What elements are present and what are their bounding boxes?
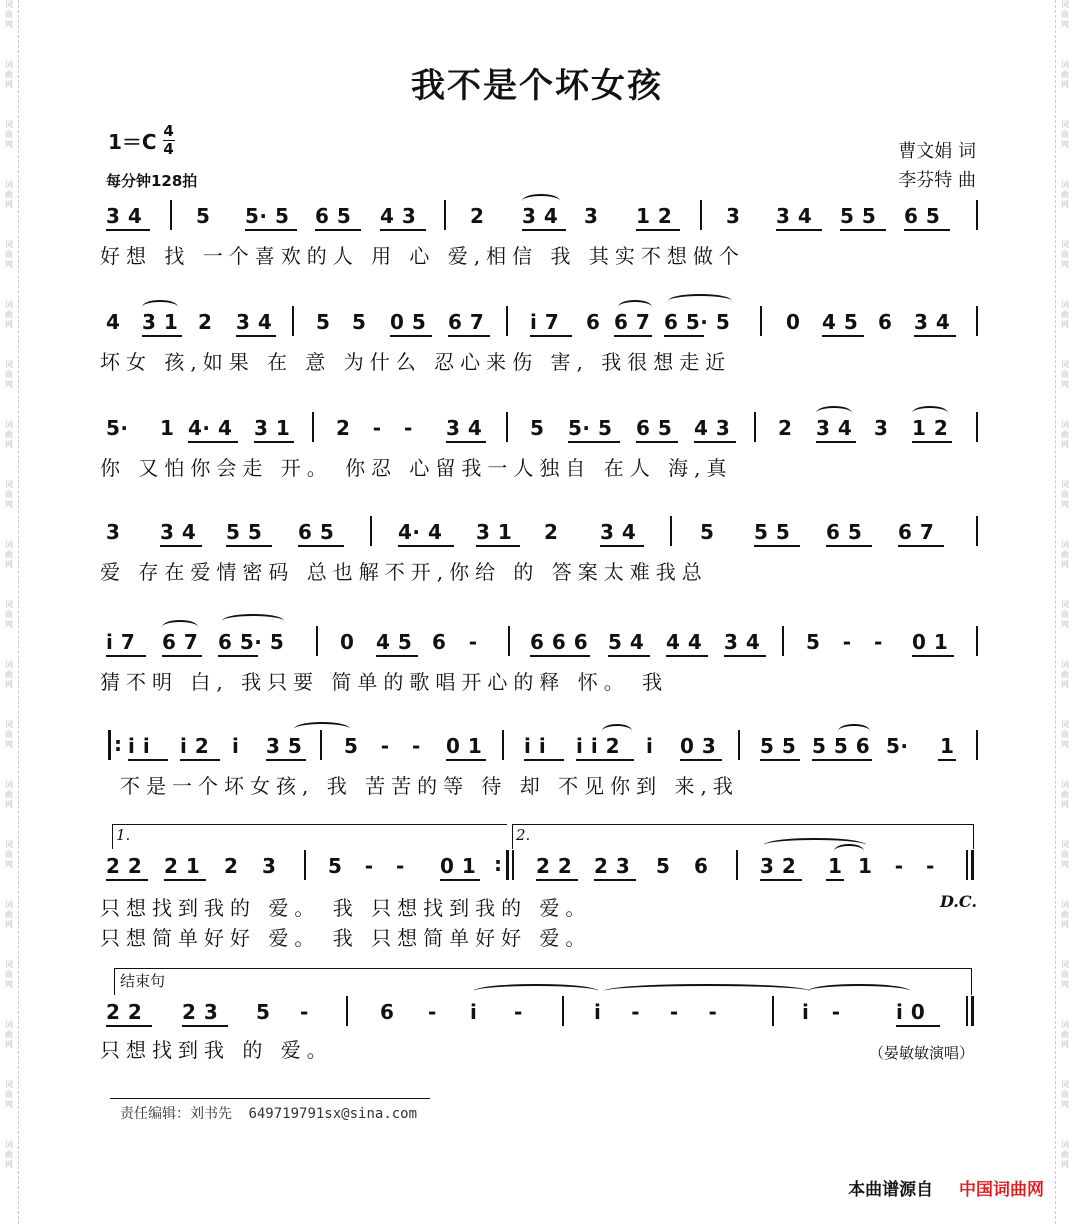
song-title: 我不是个坏女孩: [411, 66, 663, 106]
lyric-line: 只想找到我 的 爱。: [100, 1038, 333, 1062]
lyric-line: 坏女 孩,如果 在 意 为什么 忍心来伤 害, 我很想走近: [100, 350, 732, 374]
lyric-line: 猜不明 白, 我只要 简单的歌唱开心的释 怀。 我: [100, 670, 669, 694]
volta-first-label: 1.: [116, 826, 131, 844]
left-watermark-strip: [0, 0, 19, 1224]
tempo-marking: 每分钟128拍: [106, 172, 198, 190]
watermark-text: 词 曲 网: [5, 840, 13, 869]
watermark-text: 词 曲 网: [5, 0, 13, 29]
watermark-text: 词 曲 网: [5, 1020, 13, 1049]
source-site-link[interactable]: 中国词曲网: [959, 1180, 1044, 1200]
watermark-text: 词 曲 网: [5, 60, 13, 89]
watermark-text: 词 曲 网: [1061, 120, 1069, 149]
source-prefix: 本曲谱源自: [848, 1180, 934, 1200]
watermark-text: 词 曲 网: [5, 540, 13, 569]
watermark-text: 词 曲 网: [5, 600, 13, 629]
watermark-text: 词 曲 网: [1061, 660, 1069, 689]
right-watermark-strip: [1055, 0, 1074, 1224]
lyric-line: 好想 找 一个喜欢的人 用 心 爱,相信 我 其实不想做个: [100, 244, 745, 268]
watermark-text: 词 曲 网: [1061, 180, 1069, 209]
ending-label: 结束句: [120, 972, 166, 990]
dc-marking: D.C.: [940, 892, 977, 911]
editor-label: 责任编辑：刘书先: [120, 1106, 232, 1122]
watermark-text: 词 曲 网: [5, 180, 13, 209]
time-top: 4: [163, 122, 174, 140]
editor-email: 649719791sx@sina.com: [248, 1106, 418, 1122]
volta-second-bracket: [512, 824, 974, 849]
lyric-line-1: 只想找到我的 爱。 我 只想找到我的 爱。: [100, 896, 592, 920]
source-attribution: [848, 1175, 1044, 1200]
volta-second-label: 2.: [516, 826, 531, 844]
watermark-text: 词 曲 网: [5, 120, 13, 149]
composer-credit: 李芬特 曲: [898, 170, 976, 191]
lyric-line-2: 只想简单好好 爱。 我 只想简单好好 爱。: [100, 926, 592, 950]
watermark-text: 词 曲 网: [5, 1080, 13, 1109]
lyric-line: 不是一个坏女孩, 我 苦苦的等 待 却 不见你到 来,我: [120, 774, 739, 798]
watermark-text: 词 曲 网: [1061, 1020, 1069, 1049]
watermark-text: 词 曲 网: [1061, 960, 1069, 989]
watermark-text: 词 曲 网: [1061, 1080, 1069, 1109]
watermark-text: 词 曲 网: [1061, 1140, 1069, 1169]
watermark-text: 词 曲 网: [5, 780, 13, 809]
watermark-text: 词 曲 网: [1061, 840, 1069, 869]
volta-first-bracket: [112, 824, 507, 849]
editor-credit: [120, 1103, 417, 1123]
watermark-text: 词 曲 网: [5, 720, 13, 749]
watermark-text: 词 曲 网: [1061, 0, 1069, 29]
watermark-text: 词 曲 网: [1061, 900, 1069, 929]
time-signature: [163, 124, 175, 157]
watermark-text: 词 曲 网: [5, 960, 13, 989]
footer-divider: [110, 1098, 430, 1099]
watermark-text: 词 曲 网: [5, 420, 13, 449]
lyric-line: 你 又怕你会走 开。 你忍 心留我一人独自 在人 海,真: [100, 456, 733, 480]
watermark-text: 词 曲 网: [1061, 300, 1069, 329]
lyricist-credit: 曹文娟 词: [898, 141, 976, 162]
watermark-text: 词 曲 网: [1061, 780, 1069, 809]
watermark-text: 词 曲 网: [1061, 420, 1069, 449]
watermark-text: 词 曲 网: [1061, 540, 1069, 569]
watermark-text: 词 曲 网: [1061, 600, 1069, 629]
watermark-text: 词 曲 网: [5, 900, 13, 929]
watermark-text: 词 曲 网: [1061, 240, 1069, 269]
watermark-text: 词 曲 网: [1061, 360, 1069, 389]
lyric-line: 爱 存在爱情密码 总也解不开,你给 的 答案太难我总: [100, 560, 708, 584]
watermark-text: 词 曲 网: [5, 1140, 13, 1169]
watermark-text: 词 曲 网: [5, 240, 13, 269]
key-signature: [108, 124, 175, 157]
watermark-text: 词 曲 网: [1061, 60, 1069, 89]
time-bottom: 4: [163, 140, 174, 158]
key-label: 1＝C: [108, 130, 157, 154]
performer-credit: （晏敏敏演唱）: [868, 1044, 974, 1062]
watermark-text: 词 曲 网: [5, 660, 13, 689]
watermark-text: 词 曲 网: [5, 360, 13, 389]
watermark-text: 词 曲 网: [1061, 720, 1069, 749]
watermark-text: 词 曲 网: [5, 480, 13, 509]
watermark-text: 词 曲 网: [5, 300, 13, 329]
watermark-text: 词 曲 网: [1061, 480, 1069, 509]
